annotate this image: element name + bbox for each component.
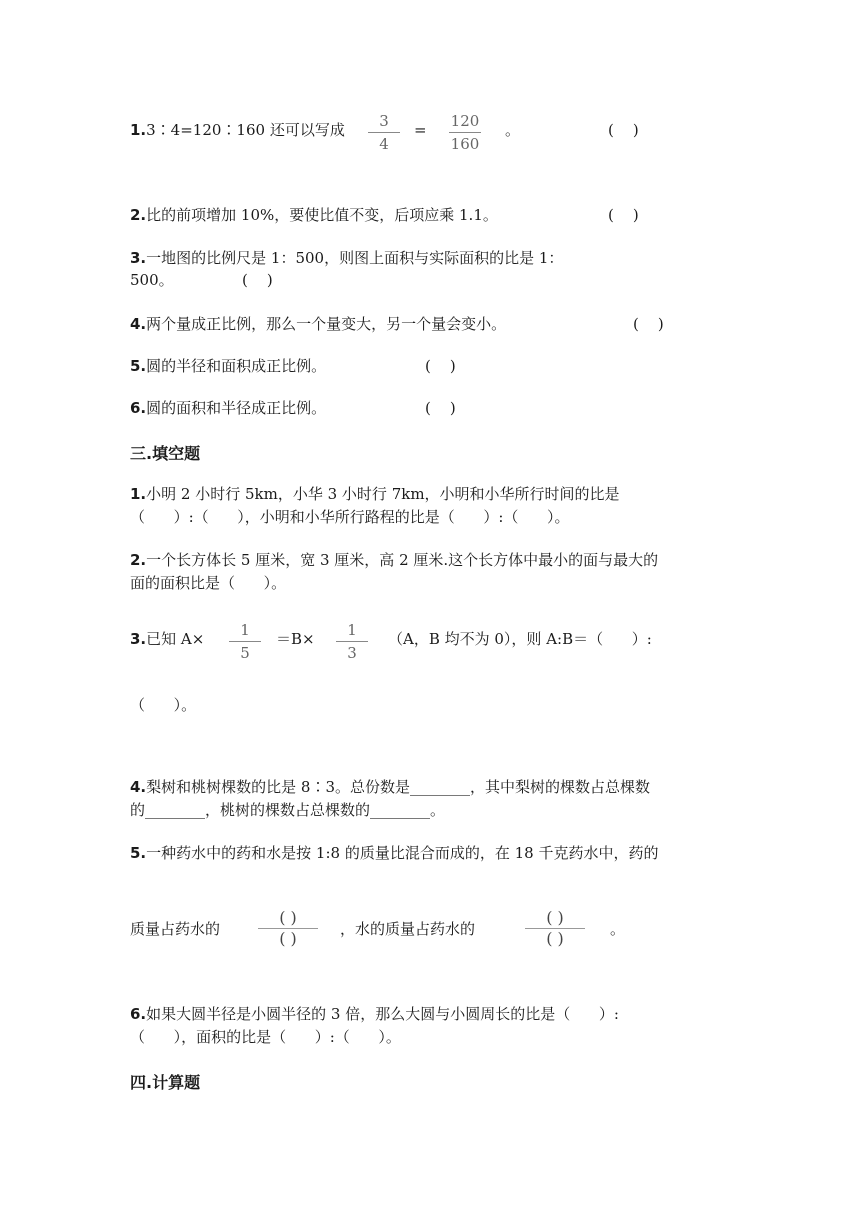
fill-q6-text-line2: （ ），面积的比是（ ）:（ ）。 [130,1028,401,1046]
fill-q1-text: 1.小明 2 小时行 5km，小华 3 小时行 7km，小明和小华所行时间的比是 [130,485,620,503]
fill-q4-text-line2: 的________，桃树的棵数占总棵数的________。 [130,801,446,819]
fill-q2-text-line2: 面的面积比是（ ）。 [130,574,287,592]
fill-q6-text: 6.如果大圆半径是小圆半径的 3 倍，那么大圆与小圆周长的比是（ ）: [130,1005,619,1023]
fill-q3-post: （A，B 均不为 0），则 A:B＝（ ）: [388,630,652,648]
tf-q1-fraction-a: 3 4 [362,112,406,153]
tf-q3-answer-paren[interactable]: ( ) [242,271,273,289]
tf-q5-answer-paren[interactable]: ( ) [425,357,456,375]
fill-q3-fraction-2: 1 3 [330,621,374,662]
fill-q5-end: 。 [610,920,626,938]
tf-q1-end: 。 [505,121,521,139]
tf-q4-answer-paren[interactable]: ( ) [633,315,664,333]
tf-q2-answer-paren[interactable]: ( ) [608,206,639,224]
fill-q5-mid: ，水的质量占药水的 [340,920,476,938]
fill-q3-fraction-1: 1 5 [223,621,267,662]
fill-q4-text: 4.梨树和桃树棵数的比是 8∶3。总份数是________，其中梨树的棵数占总棵数 [130,778,650,796]
fill-q2-text: 2.一个长方体长 5 厘米，宽 3 厘米，高 2 厘米.这个长方体中最小的面与最大的 [130,551,659,569]
fill-q3-line2: （ ）。 [130,696,197,714]
section-title-fill-in: 三.填空题 [130,444,201,463]
tf-q1-text: 1.3∶4=120∶160 还可以写成 [130,121,345,139]
tf-q1-answer-paren[interactable]: ( ) [608,121,639,139]
tf-q1-equals: = [414,121,427,139]
fill-q5-paren-fraction-1[interactable]: ( ) ( ) [258,909,318,948]
tf-q4-text: 4.两个量成正比例，那么一个量变大，另一个量会变小。 [130,315,507,333]
tf-q5-text: 5.圆的半径和面积成正比例。 [130,357,327,375]
tf-q6-answer-paren[interactable]: ( ) [425,399,456,417]
section-title-calculation: 四.计算题 [130,1073,201,1092]
tf-q3-text: 3.一地图的比例尺是 1：500，则图上面积与实际面积的比是 1： [130,249,564,267]
tf-q6-text: 6.圆的面积和半径成正比例。 [130,399,327,417]
fill-q3-mid: ＝B× [276,630,315,648]
fill-q5-paren-fraction-2[interactable]: ( ) ( ) [525,909,585,948]
tf-q3-text-line2: 500。 [130,271,174,289]
fill-q5-text: 5.一种药水中的药和水是按 1:8 的质量比混合而成的，在 18 千克药水中，药的 [130,844,659,862]
tf-q1-fraction-b: 120 160 [450,112,480,153]
fill-q1-text-line2: （ ）:（ ），小明和小华所行路程的比是（ ）:（ ）。 [130,508,570,526]
tf-q2-text: 2.比的前项增加 10%，要使比值不变，后项应乘 1.1。 [130,206,498,224]
fill-q5-pre: 质量占药水的 [130,920,221,938]
fill-q3-text: 3.已知 A× [130,630,205,648]
